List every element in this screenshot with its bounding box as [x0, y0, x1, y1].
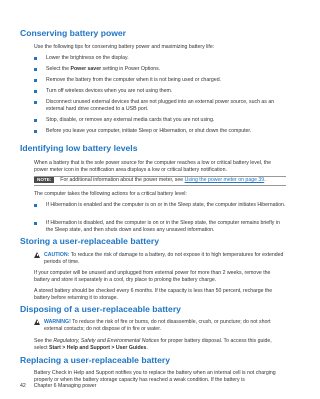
note-callout: NOTE: For additional information about the power meter, see Using the power meter on page 39. — [34, 177, 286, 184]
conserving-intro: Use the following tips for conserving battery power and maximizing battery life: — [34, 44, 215, 50]
low-battery-body: When a battery that is the sole power source for the computer reaches a low or critical battery level, the power meter icon in the notification area displays a low or critical battery notification. — [34, 160, 272, 173]
section-heading-conserving: Conserving battery power — [20, 28, 127, 38]
caution-icon — [34, 252, 40, 258]
list-item: If Hibernation is disabled, and the computer is on or in the Sleep state, the computer remains briefly in the Sleep state, and then shuts down and loses any unsaved information. — [34, 220, 286, 233]
bullet-icon — [34, 79, 37, 82]
bullet-icon — [34, 204, 37, 207]
list-item: Remove the battery from the computer when it is not being used or charged. — [34, 77, 286, 84]
bullet-icon — [34, 57, 37, 60]
chapter-title: Chapter 6 Managing power — [33, 383, 97, 389]
page-number: 42 — [20, 383, 26, 389]
divider — [34, 185, 286, 186]
critical-actions-intro: The computer takes the following actions for a critical battery level: — [34, 191, 187, 197]
section-heading-storing: Storing a user-replaceable battery — [20, 236, 159, 246]
bullet-icon — [34, 119, 37, 122]
caution-callout: CAUTION: To reduce the risk of damage to a battery, do not expose it to high temperatures for extended periods of time. — [44, 252, 284, 265]
list-item: Lower the brightness on the display. — [34, 55, 286, 62]
warning-icon — [34, 319, 40, 325]
bullet-icon — [34, 130, 37, 133]
list-item: Turn off wireless devices when you are not using them. — [34, 88, 286, 95]
section-heading-replacing: Replacing a user-replaceable battery — [20, 355, 170, 365]
section-heading-disposing: Disposing of a user-replaceable battery — [20, 304, 181, 314]
page-footer — [20, 383, 96, 389]
warning-callout: WARNING! To reduce the risk of fire or burns, do not disassemble, crush, or puncture; do not short external contacts; do not dispose of in fire or water. — [44, 319, 271, 332]
disposing-paragraph: See the Regulatory, Safety and Environmental Notices for proper battery disposal. To access this guide, select Start > Help and Support > User Guides. — [34, 338, 272, 351]
note-label: NOTE: — [34, 177, 54, 183]
section-heading-low-battery: Identifying low battery levels — [20, 143, 138, 153]
list-item: If Hibernation is enabled and the computer is on or in the Sleep state, the computer initiates Hibernation. — [34, 202, 286, 209]
warning-label: WARNING! — [44, 319, 71, 325]
bullet-icon — [34, 68, 37, 71]
storing-paragraph: If your computer will be unused and unplugged from external power for more than 2 weeks, remove the battery and store it separately in a cool, dry place to prolong the battery charge. — [34, 270, 271, 283]
list-item: Before you leave your computer, initiate Sleep or Hibernation, or shut down the computer. — [34, 128, 286, 135]
list-item: Select the Power saver setting in Power Options. — [34, 66, 286, 73]
bullet-icon — [34, 101, 37, 104]
storing-paragraph: A stored battery should be checked every 6 months. If the capacity is less than 50 percent, recharge the battery before returning it to storage. — [34, 288, 273, 301]
replacing-body: Battery Check in Help and Support notifies you to replace the battery when an internal cell is not charging properly or when the battery storage capacity has reached a weak condition. If the battery is — [34, 370, 276, 383]
bullet-icon — [34, 222, 37, 225]
bullet-icon — [34, 90, 37, 93]
list-item: Stop, disable, or remove any external media cards that you are not using. — [34, 117, 286, 124]
caution-label: CAUTION: — [44, 252, 70, 258]
power-meter-link[interactable]: Using the power meter on page 39 — [184, 177, 265, 183]
list-item: Disconnect unused external devices that are not plugged into an external power source, such as an external hard drive connected to a USB port. — [34, 99, 286, 112]
